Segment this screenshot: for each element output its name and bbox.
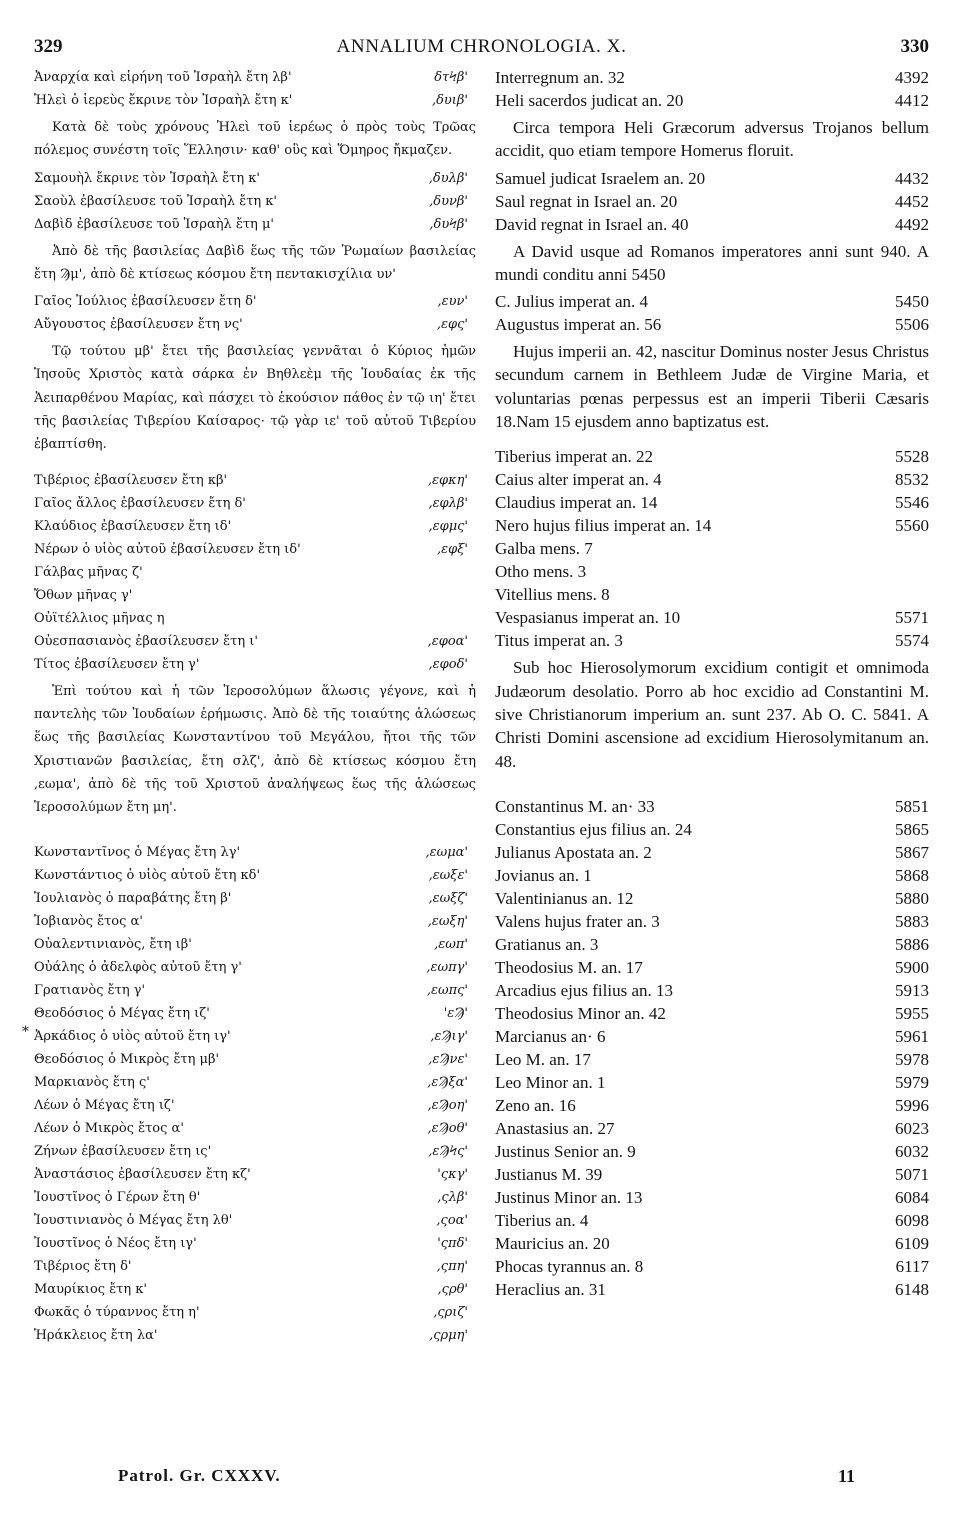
entry-text: Κλαύδιος ἐβασίλευσεν ἔτη ιδ'	[34, 518, 232, 534]
entry-year: 4392	[895, 68, 929, 87]
entry-text: Τίτος ἐβασίλευσεν ἔτη γ'	[34, 656, 200, 672]
entry-year: 5996	[895, 1095, 929, 1115]
greek-block-5	[34, 841, 476, 1347]
entry-row	[34, 492, 476, 515]
entry-row	[495, 1094, 929, 1117]
entry-text: Vitellius mens. 8	[495, 585, 610, 605]
entry-year: ,δυλβ'	[428, 170, 468, 186]
entry-text: Ἰουλιανὸς ὁ παραβάτης ἔτη β'	[34, 891, 232, 907]
greek-paragraph-2: Ἀπὸ δὲ τῆς βασιλείας Δαβὶδ ἕως τῆς τῶν Ῥωμαίων βασιλείας ἔτη Ϡμ', ἀπὸ δὲ κτίσεως κόσμου ἔτη πεντακισχίλια υν'	[34, 243, 476, 282]
entry-row	[495, 66, 929, 89]
page-number-right: 330	[900, 36, 929, 57]
entry-year: ,εωξε'	[428, 868, 468, 884]
entry-text: Νέρων ὁ υἱὸς αὐτοῦ ἐβασίλευσεν ἔτη ιδ'	[34, 541, 301, 557]
entry-row	[34, 1232, 476, 1255]
entry-row	[495, 213, 929, 236]
entry-row	[34, 910, 476, 933]
entry-row	[495, 1025, 929, 1048]
entry-year: 5880	[895, 888, 929, 908]
entry-year: 6032	[895, 1141, 929, 1161]
entry-text: Σαοὺλ ἐβασίλευσε τοῦ Ἰσραὴλ ἔτη κ'	[34, 193, 278, 209]
entry-text: David regnat in Israel an. 40	[495, 214, 689, 234]
entry-row	[34, 864, 476, 887]
entry-year: 5071	[895, 1164, 929, 1184]
entry-year: 5574	[895, 631, 929, 651]
entry-row	[495, 887, 929, 910]
entry-year: ,εφοα'	[427, 633, 468, 649]
entry-text: Ἰοβιανὸς ἔτος α'	[34, 914, 143, 930]
entry-text: Λέων ὁ Μικρὸς ἔτος α'	[34, 1121, 184, 1137]
entry-text: Augustus imperat an. 56	[495, 315, 662, 335]
entry-row	[34, 1071, 476, 1094]
entry-text: Μαρκιανὸς ἔτη ς'	[34, 1075, 150, 1091]
entry-text: Julianus Apostata an. 2	[495, 842, 652, 862]
entry-row	[495, 1278, 929, 1301]
entry-row	[34, 1278, 476, 1301]
entry-text: Οὐάλης ὁ ἀδελφὸς αὐτοῦ ἔτη γ'	[34, 960, 242, 976]
entry-row	[34, 213, 476, 236]
entry-year: 6117	[895, 1256, 929, 1276]
entry-year: 5978	[895, 1049, 929, 1069]
latin-block-2	[495, 167, 929, 236]
entry-year: ,ευν'	[437, 294, 468, 310]
entry-text: Leo M. an. 17	[495, 1049, 591, 1069]
entry-text: Justinus Minor an. 13	[495, 1187, 643, 1207]
entry-year: ,ςπη'	[436, 1259, 468, 1275]
entry-row	[495, 1255, 929, 1278]
entry-year: ,εωξζ'	[428, 891, 468, 907]
entry-text: Σαμουὴλ ἔκρινε τὸν Ἰσραὴλ ἔτη κ'	[34, 170, 260, 186]
entry-text: Vespasianus imperat an. 10	[495, 608, 681, 628]
entry-text: Justianus M. 39	[495, 1164, 603, 1184]
entry-text: C. Julius imperat an. 4	[495, 292, 648, 312]
entry-year: ,εϠιγ'	[430, 1029, 468, 1045]
entry-row	[34, 653, 476, 676]
entry-row	[34, 1025, 476, 1048]
entry-row	[495, 1186, 929, 1209]
entry-row	[34, 190, 476, 213]
entry-year: 5913	[895, 980, 929, 1000]
entry-year: 5851	[895, 796, 929, 816]
entry-text: Γαῖος ἄλλος ἐβασίλευσεν ἔτη δ'	[34, 495, 246, 511]
entry-text: Jovianus an. 1	[495, 865, 592, 885]
entry-year: 6098	[895, 1210, 929, 1230]
entry-row	[495, 1071, 929, 1094]
entry-text: Marcianus an· 6	[495, 1026, 606, 1046]
entry-row	[34, 1324, 476, 1347]
entry-year: 5528	[895, 447, 929, 467]
entry-text: Leo Minor an. 1	[495, 1072, 606, 1092]
latin-block-1	[495, 66, 929, 112]
entry-row	[34, 515, 476, 538]
entry-text: Otho mens. 3	[495, 562, 587, 582]
entry-row	[495, 313, 929, 336]
entry-year: 4432	[895, 168, 929, 188]
page-header	[34, 36, 929, 60]
entry-row	[495, 1140, 929, 1163]
entry-year: 6084	[895, 1187, 929, 1207]
entry-year: ,δυιβ'	[431, 93, 468, 108]
entry-text: Οὐϊτέλλιος μῆνας η	[34, 610, 165, 626]
entry-text: Claudius imperat an. 14	[495, 493, 658, 513]
entry-row	[495, 841, 929, 864]
entry-row	[495, 583, 929, 606]
page-number-left: 329	[34, 36, 63, 57]
entry-row	[34, 1255, 476, 1278]
entry-text: Caius alter imperat an. 4	[495, 470, 662, 490]
greek-paragraph-3: Τῷ τούτου μβ' ἔτει τῆς βασιλείας γεννᾶται ὁ Κύριος ἡμῶν Ἰησοῦς Χριστὸς κατὰ σάρκα ἐν Βηθλεὲμ τῆς Ἰουδαίας ἐκ τῆς Ἀειπαρθένου Μαρίας, καὶ πάσχει τὸ ἑκούσιον πάθος ἐν τῷ ιη' ἔτει τῆς βασιλείας Τιβερίου Καίσαρος· τῷ γὰρ ιε' τοῦ αὐτοῦ Τιβερίου ἐβαπτίσθη.	[34, 344, 476, 453]
latin-paragraph-3: Hujus imperii an. 42, nascitur Dominus noster Jesus Christus secundum carnem in Bethleem Judæ de Virgine Maria, et voluntarias pœnas perpessus est an imperii Tiberii Cæsaris 18.Nam 15 ejusdem anno baptizatus est.	[495, 342, 929, 432]
entry-row	[495, 933, 929, 956]
entry-text: Τιβέριος ἔτη δ'	[34, 1259, 132, 1275]
latin-block-3	[495, 290, 929, 336]
entry-year: 5886	[895, 934, 929, 954]
entry-row	[495, 1002, 929, 1025]
entry-row	[495, 1163, 929, 1186]
entry-row	[34, 469, 476, 492]
entry-text: Tiberius imperat an. 22	[495, 447, 654, 467]
entry-year: ,εφξ'	[437, 541, 468, 557]
entry-row	[495, 795, 929, 818]
entry-text: Φωκᾶς ὁ τύραννος ἔτη η'	[34, 1305, 200, 1321]
entry-row	[34, 313, 476, 336]
running-title: ANNALIUM CHRONOLOGIA. X.	[336, 36, 627, 57]
entry-year: ,εϠξα'	[427, 1075, 468, 1091]
entry-text: Theodosius M. an. 17	[495, 957, 643, 977]
entry-row	[495, 290, 929, 313]
entry-text: Ἀναρχία καὶ εἰρήνη τοῦ Ἰσραὴλ ἔτη λβ'	[34, 70, 292, 85]
entry-row	[495, 956, 929, 979]
entry-text: Ἰουστῖνος ὁ Νέος ἔτη ιγ'	[34, 1236, 197, 1252]
entry-row	[34, 538, 476, 561]
entry-year: 5883	[895, 911, 929, 931]
entry-row	[34, 89, 476, 112]
entry-row	[495, 560, 929, 583]
entry-text: Galba mens. 7	[495, 539, 593, 559]
greek-paragraph-1: Κατὰ δὲ τοὺς χρόνους Ἠλεὶ τοῦ ἱερέως ὁ πρὸς τοὺς Τρῶας πόλεμος συνέστη τοῖς Ἕλλησιν· καθ' οὓς καὶ Ὅμηρος ἤκμαζεν.	[34, 120, 476, 159]
entry-row	[34, 1209, 476, 1232]
entry-text: Heli sacerdos judicat an. 20	[495, 91, 684, 110]
entry-text: Κωνσταντῖνος ὁ Μέγας ἔτη λγ'	[34, 845, 241, 861]
entry-text: Ἰουστῖνος ὁ Γέρων ἔτη θ'	[34, 1190, 201, 1206]
entry-row	[34, 956, 476, 979]
entry-year: 'ςκγ'	[437, 1167, 468, 1183]
entry-year: 'ςπδ'	[437, 1236, 468, 1252]
entry-row	[495, 910, 929, 933]
entry-year: δτϞβ'	[434, 70, 468, 85]
entry-row	[495, 1048, 929, 1071]
entry-text: Κωνστάντιος ὁ υἱὸς αὐτοῦ ἔτη κδ'	[34, 868, 261, 884]
greek-block-3	[34, 290, 476, 336]
entry-text: Interregnum an. 32	[495, 68, 625, 87]
greek-block-1	[34, 66, 476, 112]
entry-year: 6109	[895, 1233, 929, 1253]
entry-text: Valentinianus an. 12	[495, 888, 634, 908]
entry-text: Ἀναστάσιος ἐβασίλευσεν ἔτη κζ'	[34, 1167, 251, 1183]
entry-row	[34, 933, 476, 956]
entry-text: Ἡράκλειος ἔτη λα'	[34, 1328, 158, 1344]
latin-paragraph-4: Sub hoc Hierosolymorum excidium contigit et omnimoda Judæorum desolatio. Porro ab hoc excidio ad Constantini M. sive Christianorum imperium an. sunt 237. Ab O. C. 5841. A Christi Domini ascensione ad excidium Hierosolymitanum an. 48.	[495, 658, 929, 771]
entry-text: Mauricius an. 20	[495, 1233, 610, 1253]
entry-row	[34, 66, 476, 89]
entry-row	[495, 190, 929, 213]
entry-row	[34, 841, 476, 864]
entry-row	[34, 1002, 476, 1025]
entry-year: ,ςλβ'	[437, 1190, 468, 1206]
entry-year: 5867	[895, 842, 929, 862]
entry-row	[495, 629, 929, 652]
latin-paragraph-2: A David usque ad Romanos imperatores anni sunt 940. A mundi conditu anni 5450	[495, 241, 929, 284]
entry-row	[495, 89, 929, 112]
entry-text: Gratianus an. 3	[495, 934, 599, 954]
entry-year: ,εφκη'	[427, 472, 468, 488]
entry-year: ,εφμς'	[428, 518, 468, 534]
footer-signature-number: 11	[838, 1466, 856, 1486]
entry-row	[495, 468, 929, 491]
entry-row	[495, 979, 929, 1002]
entry-text: Αὔγουστος ἐβασίλευσεν ἔτη νς'	[34, 317, 243, 333]
entry-row	[34, 561, 476, 584]
entry-year: ,ςριζ'	[433, 1305, 468, 1321]
entry-year: ,εωξη'	[427, 914, 468, 930]
entry-year: 5900	[895, 957, 929, 977]
entry-row	[495, 514, 929, 537]
entry-text: Nero hujus filius imperat an. 14	[495, 516, 712, 536]
entry-text: Zeno an. 16	[495, 1095, 576, 1115]
entry-year: 5560	[895, 516, 929, 536]
entry-text: Valens hujus frater an. 3	[495, 911, 660, 931]
entry-text: Οὐεσπασιανὸς ἐβασίλευσεν ἔτη ι'	[34, 633, 258, 649]
entry-year: ,εφς'	[436, 317, 468, 333]
entry-row	[34, 290, 476, 313]
entry-year: 5546	[895, 493, 929, 513]
entry-year: ,δυνβ'	[429, 193, 468, 209]
entry-row	[34, 584, 476, 607]
entry-text: Δαβὶδ ἐβασίλευσε τοῦ Ἰσραὴλ ἔτη μ'	[34, 216, 274, 232]
entry-year: ,ςοα'	[436, 1213, 468, 1229]
entry-text: Ἠλεὶ ὁ ἱερεὺς ἔκρινε τὸν Ἰσραὴλ ἔτη κ'	[34, 93, 293, 108]
entry-row	[34, 1301, 476, 1324]
entry-row	[495, 491, 929, 514]
entry-row	[34, 979, 476, 1002]
entry-year: ,εωμα'	[425, 845, 468, 861]
entry-year: ,εφοδ'	[428, 656, 468, 672]
entry-row	[34, 887, 476, 910]
entry-text: Θεοδόσιος ὁ Μέγας ἔτη ιζ'	[34, 1006, 210, 1022]
entry-year: ,ςρμη'	[429, 1328, 468, 1344]
entry-row	[34, 607, 476, 630]
entry-year: ,εϠϞς'	[428, 1144, 468, 1160]
entry-row	[34, 1163, 476, 1186]
entry-row	[34, 1048, 476, 1071]
entry-row	[495, 864, 929, 887]
entry-row	[495, 606, 929, 629]
entry-text: Μαυρίκιος ἔτη κ'	[34, 1282, 147, 1298]
entry-year: 4452	[895, 191, 929, 211]
entry-year: ,εϠνε'	[428, 1052, 468, 1068]
entry-text: Γαῖος Ἰούλιος ἐβασίλευσεν ἔτη δ'	[34, 294, 257, 310]
entry-year: 5571	[895, 608, 929, 628]
entry-row	[495, 818, 929, 841]
entry-text: Phocas tyrannus an. 8	[495, 1256, 644, 1276]
entry-text: Ἀρκάδιος ὁ υἱὸς αὐτοῦ ἔτη ιγ'	[34, 1029, 231, 1045]
latin-paragraph-1: Circa tempora Heli Græcorum adversus Trojanos bellum accidit, quo etiam tempore Homerus floruit.	[495, 118, 929, 161]
entry-text: Titus imperat an. 3	[495, 631, 623, 651]
entry-row	[495, 167, 929, 190]
entry-row	[34, 1186, 476, 1209]
latin-block-4	[495, 445, 929, 652]
entry-row	[495, 1209, 929, 1232]
greek-block-4	[34, 469, 476, 676]
entry-year: 4492	[895, 214, 929, 234]
entry-text: Saul regnat in Israel an. 20	[495, 191, 678, 211]
entry-text: Constantinus M. an· 33	[495, 796, 655, 816]
entry-year: ,εωπ'	[434, 937, 468, 953]
margin-asterisk: *	[22, 1024, 29, 1040]
entry-text: Λέων ὁ Μέγας ἔτη ιζ'	[34, 1098, 175, 1114]
entry-text: Heraclius an. 31	[495, 1279, 606, 1299]
entry-row	[495, 1117, 929, 1140]
entry-year: 6023	[895, 1118, 929, 1138]
entry-year: ,εϠοη'	[427, 1098, 468, 1114]
greek-paragraph-4: Ἐπὶ τούτου καὶ ἡ τῶν Ἱεροσολύμων ἅλωσις γέγονε, καὶ ἡ παντελὴς τῶν Ἰουδαίων ἐρήμωσις. Ἀπὸ δὲ τῆς τοιαύτης ἁλώσεως ἕως τῆς βασιλείας Κωνσταντίνου τοῦ Μεγάλου, ἤτοι τῆς τῶν Χριστιανῶν βασιλείας, ἔτη σλζ', ἀπὸ δὲ κτίσεως κόσμου ἔτη ,εωμα', ἀπὸ δὲ τῆς τοῦ Χριστοῦ ἀναλήψεως ἕως τῆς ἁλώσεως Ἱεροσολύμων ἔτη μη'.	[34, 683, 476, 816]
entry-row	[34, 1140, 476, 1163]
greek-column	[34, 66, 476, 1347]
entry-row	[34, 1094, 476, 1117]
entry-text: Ζήνων ἐβασίλευσεν ἔτη ις'	[34, 1144, 212, 1160]
entry-text: Γάλβας μῆνας ζ'	[34, 564, 143, 580]
greek-block-2	[34, 167, 476, 236]
entry-year: ,εϠοθ'	[427, 1121, 468, 1137]
entry-text: Anastasius an. 27	[495, 1118, 615, 1138]
entry-text: Οὐαλεντινιανὸς, ἔτη ιβ'	[34, 937, 192, 953]
entry-year: 5865	[895, 819, 929, 839]
entry-row	[34, 630, 476, 653]
entry-text: Samuel judicat Israelem an. 20	[495, 168, 706, 188]
latin-column	[495, 66, 929, 1301]
entry-row	[495, 445, 929, 468]
entry-text: Tiberius an. 4	[495, 1210, 589, 1230]
entry-year: ,εφλβ'	[428, 495, 468, 511]
entry-year: 6148	[895, 1279, 929, 1299]
entry-text: Τιβέριος ἐβασίλευσεν ἔτη κβ'	[34, 472, 228, 488]
entry-row	[495, 1232, 929, 1255]
entry-row	[34, 167, 476, 190]
entry-text: Justinus Senior an. 9	[495, 1141, 636, 1161]
entry-text: Γρατιανὸς ἔτη γ'	[34, 983, 146, 999]
entry-year: 5506	[895, 315, 929, 335]
entry-row	[34, 1117, 476, 1140]
entry-text: Arcadius ejus filius an. 13	[495, 980, 673, 1000]
entry-text: Theodosius Minor an. 42	[495, 1003, 666, 1023]
latin-block-5	[495, 795, 929, 1301]
entry-year: 4412	[895, 91, 929, 110]
entry-year: 5450	[895, 292, 929, 312]
entry-text: Θεοδόσιος ὁ Μικρὸς ἔτη μβ'	[34, 1052, 220, 1068]
entry-text: Ὄθων μῆνας γ'	[34, 587, 133, 603]
entry-year: 8532	[895, 470, 929, 490]
entry-year: 'εϠ'	[443, 1006, 468, 1022]
entry-row	[495, 537, 929, 560]
entry-year: ,εωπς'	[426, 983, 468, 999]
entry-year: 5961	[895, 1026, 929, 1046]
entry-year: ,εωπγ'	[426, 960, 468, 976]
entry-text: Constantius ejus filius an. 24	[495, 819, 692, 839]
entry-year: 5979	[895, 1072, 929, 1092]
footer-signature: Patrol. Gr. CXXXV.	[118, 1466, 281, 1485]
entry-year: 5868	[895, 865, 929, 885]
entry-year: ,ςρθ'	[437, 1282, 468, 1298]
entry-year: ,δυϞβ'	[429, 216, 468, 232]
entry-text: Ἰουστινιανὸς ὁ Μέγας ἔτη λθ'	[34, 1213, 233, 1229]
entry-year: 5955	[895, 1003, 929, 1023]
